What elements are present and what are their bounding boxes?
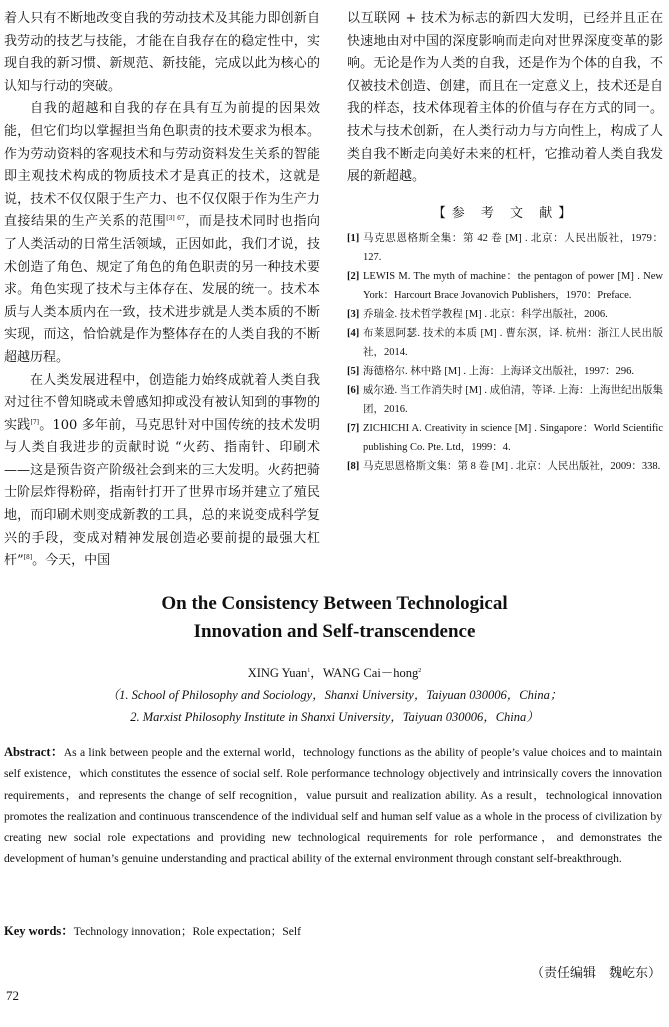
reference-text: ZICHICHI A. Creativity in science [M] . Singapore：World Scientific publishing Co. Pte. Ltd，1999：4. [363, 422, 663, 453]
author-affiliation-marker: 1 [307, 668, 311, 674]
reference-item [347, 229, 663, 267]
affiliation: 2. Marxist Philosophy Institute in Shanxi University，Taiyuan 030006，China） [130, 710, 539, 724]
reference-text: 海德格尔. 林中路 [M] . 上海：上海译文出版社，1997：296. [363, 365, 634, 377]
editor-note: （责任编辑 魏屹东） [530, 966, 661, 981]
reference-number: [8] [347, 460, 360, 472]
page-number: 72 [6, 988, 19, 1003]
body-paragraph [4, 370, 320, 573]
citation-marker: [8] [23, 554, 33, 562]
body-paragraph: 着人只有不断地改变自我的劳动技术及其能力即创新自我劳动的技艺与技能，才能在自我存在的稳定性中，实现自我的新习惯、新规范、新技能，完成以此为核心的认知与行动的突破。 [4, 11, 320, 94]
reference-number: [6] [347, 384, 360, 396]
reference-item [347, 457, 663, 476]
reference-item [347, 362, 663, 381]
reference-number: [1] [347, 232, 360, 244]
keywords-text: Technology innovation；Role expectation；Self [73, 925, 301, 938]
paragraph-text: 。100 多年前，马克思针对中国传统的技术发明与人类自我进步的贡献时说 “火药、指南针、印刷术——这是预告资产阶级社会到来的三大发明。火药把骑士阶层炸得粉碎，指南针打开了世界市场并建立了殖民地，而印刷术则变成新教的工具，总的来说变成科学复兴的手段，变成对精神发展创造必要前提的最强大杠杆” [4, 417, 320, 569]
reference-item [347, 324, 663, 362]
reference-item [347, 381, 663, 419]
abstract-label: Abstract： [4, 745, 64, 759]
citation-marker: [7] [30, 418, 40, 426]
reference-text: 乔瑞金. 技术哲学教程 [M] . 北京：科学出版社，2006. [363, 308, 608, 320]
left-column [4, 8, 320, 573]
reference-text: 威尔逊. 当工作消失时 [M] . 成伯清，等译. 上海：上海世纪出版集团，2016. [363, 384, 663, 415]
reference-item [347, 419, 663, 457]
author-separator: ， [310, 666, 323, 680]
keywords [4, 921, 301, 939]
abstract-text: As a link between people and the external world，technology functions as the ability of people’s value choices and to maintain self existence，which constitutes the essence of social self. Role performance technology objectively and intrinsically covers the innovation requirements，and represents the change of self recognition，value pursuit and realization ability. As a result，technological innovation promotes the realization and continuous transcendence of the individual self and human self value as a whole in the process of civilization by creating new social role expectations and providing new technological requirements for role performance，and demonstrates the development of human’s genuine understanding and practical ability of the external environment through constant self-breakthrough. [4, 746, 663, 866]
paragraph-text: 。今天，中国 [32, 553, 111, 569]
reference-item [347, 305, 663, 324]
reference-number: [3] [347, 308, 360, 320]
keywords-label: Key words： [4, 924, 74, 938]
author-affiliation-marker: 2 [418, 668, 422, 674]
reference-text: LEWIS M. The myth of machine：the pentagon of power [M] . New York：Harcourt Brace Jovanovich Publishers，1970：Preface. [363, 270, 663, 301]
reference-number: [2] [347, 270, 360, 282]
reference-item [347, 267, 663, 305]
reference-text: 布莱恩阿瑟. 技术的本质 [M] . 曹东溟，译. 杭州：浙江人民出版社，2014. [363, 327, 663, 358]
paragraph-text: 自我的超越和自我的存在具有互为前提的因果效能，但它们均以掌握担当角色职责的技术要求为根本。作为劳动资料的客观技术和与劳动资料发生关系的智能即主观技术构成的物质技术才是真正的技术，这就是说，技术不仅仅限于生产力、也不仅仅限于作为生产力直接结果的生产关系的范围 [4, 101, 320, 230]
author-name: XING Yuan [247, 666, 308, 680]
right-column [347, 8, 663, 476]
reference-number: [7] [347, 422, 360, 434]
reference-number: [4] [347, 327, 360, 339]
body-paragraph: 以互联网 + 技术为标志的新四大发明，已经并且正在快速地由对中国的深度影响而走向对世界深度变革的影响。无论是作为人类的自我，还是作为个体的自我，不仅被技术创造、创建，而且在一定意义上，技术还是自我的样态，技术体现着主体的价值与存在方式的同一。技术与技术创新，在人类行动力与方向性上，构成了人类自我不断走向美好未来的杠杆，它推动着人类自我发展的新超越。 [347, 11, 663, 185]
english-title-line: On the Consistency Between Technological [161, 593, 508, 614]
reference-text: 马克思恩格斯文集：第 8 卷 [M] . 北京：人民出版社，2009：338. [363, 460, 661, 472]
author-line [0, 663, 669, 681]
english-title [0, 590, 669, 646]
english-title-line: Innovation and Self-transcendence [193, 621, 476, 642]
reference-text: 马克思恩格斯全集：第 42 卷 [M] . 北京：人民出版社，1979：127. [363, 232, 663, 263]
paragraph-text: 在人类发展进程中，创造能力始终成就着人类自我对过往不曾知晓或未曾感知抑或没有被认知到的事物的实践 [4, 372, 320, 433]
author-name: WANG Cai－hong [322, 666, 419, 680]
references-heading: 【参 考 文 献】 [432, 205, 578, 221]
reference-number: [5] [347, 365, 360, 377]
abstract [4, 742, 662, 870]
affiliation: （1. School of Philosophy and Sociology，Shanxi University，Taiyuan 030006，China； [106, 688, 563, 702]
citation-marker: [3] 67 [166, 215, 185, 223]
reference-list [347, 229, 663, 476]
paragraph-text: ，而是技术同时也指向了人类活动的日常生活领域，正因如此，我们才说，技术创造了角色、规定了角色的角色职责的另一种技术要求。角色实现了技术与主体存在、发展的统一。技术本质与人类本质内在一致，技术进步就是人类本质的不断实现，而这，恰恰就是作为整体存在的人类自我的不断超越历程。 [4, 214, 320, 365]
body-paragraph [4, 98, 320, 369]
